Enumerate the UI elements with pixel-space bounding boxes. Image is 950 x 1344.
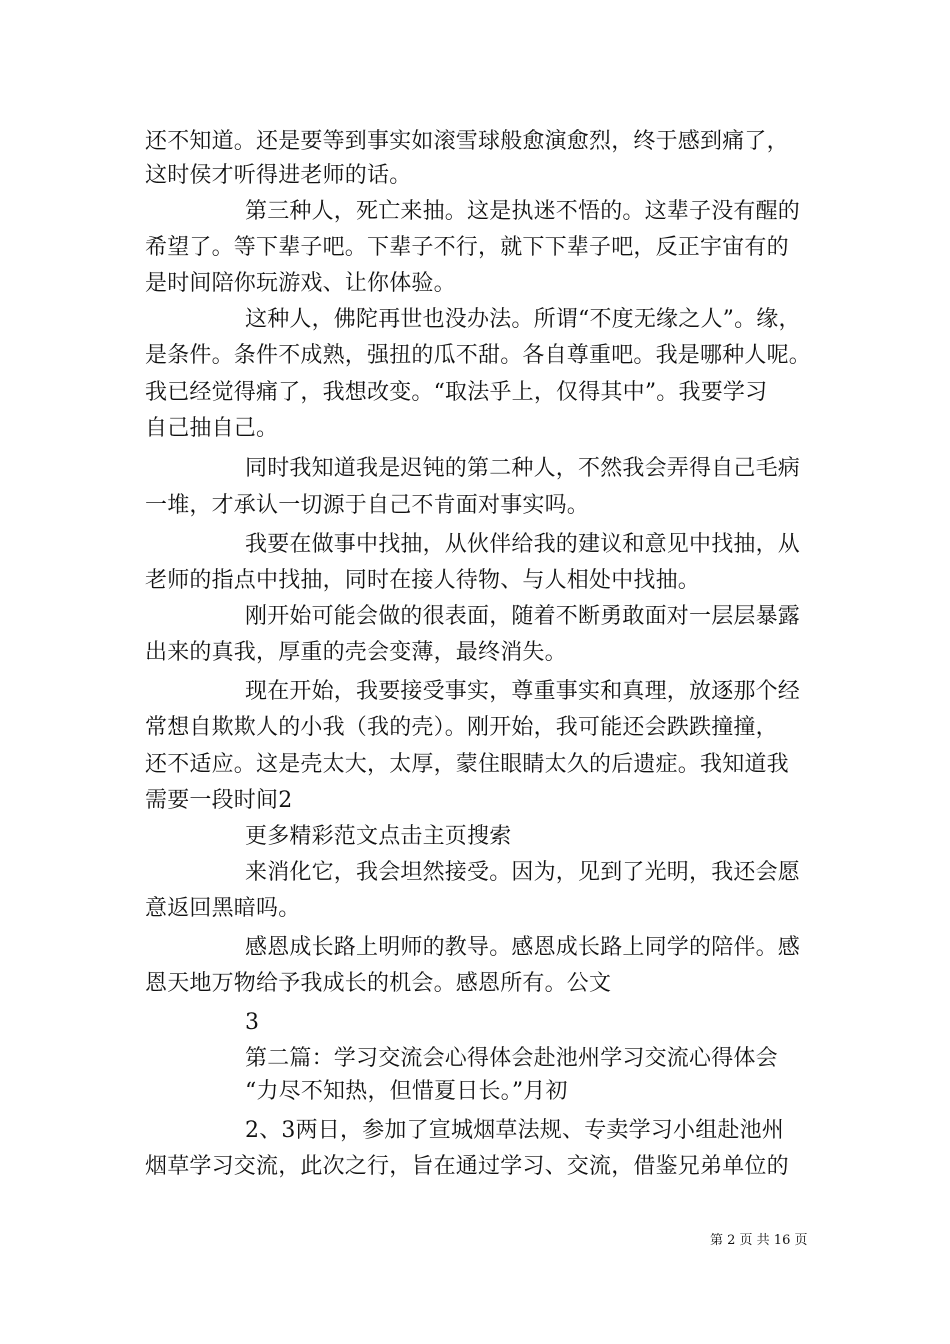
text-line: 我已经觉得痛了，我想改变。“取法乎上，仅得其中”。我要学习: [145, 380, 768, 405]
text-line: 出来的真我，厚重的壳会变薄，最终消失。: [145, 640, 567, 665]
text-line: 同时我知道我是迟钝的第二种人，不然我会弄得自己毛病: [245, 456, 801, 481]
text-line: 刚开始可能会做的很表面，随着不断勇敢面对一层层暴露: [245, 604, 801, 629]
text-line: 一堆，才承认一切源于自己不肯面对事实吗。: [145, 493, 590, 518]
text-line: 来消化它，我会坦然接受。因为，见到了光明，我还会愿: [245, 860, 801, 885]
page-number: 第 2 页 共 16 页: [710, 1233, 808, 1248]
text-line: 需要一段时间2: [145, 788, 293, 813]
text-line: 还不适应。这是壳太大，太厚，蒙住眼睛太久的后遗症。我知道我: [145, 752, 789, 777]
text-line: 第三种人，死亡来抽。这是执迷不悟的。这辈子没有醒的: [245, 199, 801, 224]
text-line: 第二篇：学习交流会心得体会赴池州学习交流心得体会: [245, 1046, 778, 1071]
text-line: 2、3两日，参加了宣城烟草法规、专卖学习小组赴池州: [245, 1118, 784, 1143]
text-line: 老师的指点中找抽，同时在接人待物、与人相处中找抽。: [145, 568, 701, 593]
text-line: 感恩成长路上明师的教导。感恩成长路上同学的陪伴。感: [245, 935, 801, 960]
text-line: 这时侯才听得进老师的话。: [145, 163, 412, 188]
text-line: 自己抽自己。: [145, 416, 279, 441]
text-line: 更多精彩范文点击主页搜索: [245, 824, 512, 849]
text-line: 3: [245, 1010, 260, 1035]
text-line: “力尽不知热，但惜夏日长。”月初: [245, 1079, 568, 1104]
text-line: 还不知道。还是要等到事实如滚雪球般愈演愈烈，终于感到痛了，: [145, 129, 789, 154]
text-line: 这种人，佛陀再世也没办法。所谓“不度无缘之人”。缘，: [245, 307, 801, 332]
text-line: 希望了。等下辈子吧。下辈子不行，就下下辈子吧，反正宇宙有的: [145, 235, 789, 260]
text-line: 是条件。条件不成熟，强扭的瓜不甜。各自尊重吧。我是哪种人呢。: [145, 343, 812, 368]
text-line: 常想自欺欺人的小我（我的壳）。刚开始，我可能还会跌跌撞撞，: [145, 715, 778, 740]
text-line: 现在开始，我要接受事实，尊重事实和真理，放逐那个经: [245, 679, 801, 704]
text-line: 烟草学习交流，此次之行，旨在通过学习、交流，借鉴兄弟单位的: [145, 1154, 789, 1179]
text-line: 我要在做事中找抽，从伙伴给我的建议和意见中找抽，从: [245, 532, 801, 557]
text-line: 恩天地万物给予我成长的机会。感恩所有。公文: [145, 971, 612, 996]
text-line: 是时间陪你玩游戏、让你体验。: [145, 271, 456, 296]
text-line: 意返回黑暗吗。: [145, 896, 301, 921]
